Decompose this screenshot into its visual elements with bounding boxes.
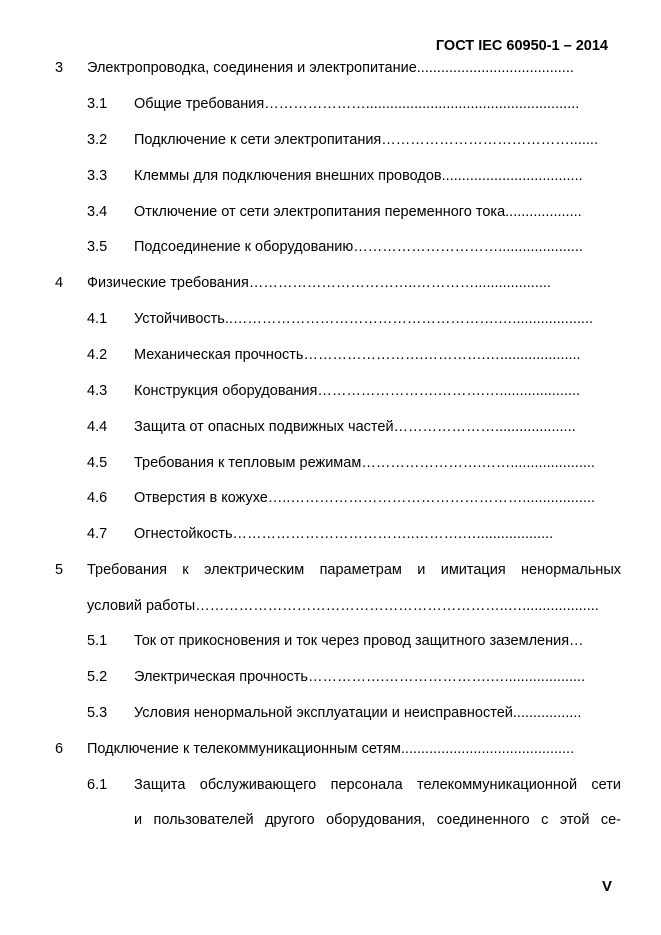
- toc-entry-title: Электропроводка, соединения и электропитание.......................................: [87, 60, 574, 76]
- page-number: V: [601, 878, 612, 895]
- toc-entry-title: Отверстия в кожухе…..…………………………………………..................: [134, 490, 595, 506]
- toc-entry-number: 5.1: [87, 633, 108, 649]
- toc-entry-title: Механическая прочность…………………….………….…....................: [134, 347, 581, 363]
- toc-entry-title: Защита от опасных подвижных частей…………………....................: [134, 419, 576, 435]
- toc-entry-number: 4.7: [87, 526, 108, 542]
- toc-entry-number: 4: [55, 275, 64, 291]
- toc-entry-title: условий работы………………………………………………………..…...................: [87, 598, 599, 614]
- toc-entry-number: 5.3: [87, 705, 108, 721]
- toc-entry-number: 4.2: [87, 347, 108, 363]
- toc-entry-number: 4.3: [87, 383, 108, 399]
- toc-entry-title: Отключение от сети электропитания переменного тока...................: [134, 204, 582, 220]
- toc-entry-number: 6: [55, 741, 64, 757]
- toc-entry-number: 6.1: [87, 777, 108, 793]
- toc-entry-number: 4.5: [87, 455, 108, 471]
- toc-entry-title: Требования к тепловым режимам…………………….…….....................: [134, 455, 595, 471]
- toc-entry-title: Подключение к телекоммуникационным сетям...........................................: [87, 741, 575, 757]
- toc-entry-title: Огнестойкость………………………………..……….…...................: [134, 526, 554, 542]
- document-header: ГОСТ IEC 60950-1 – 2014: [435, 38, 608, 54]
- toc-entry-title: Ток от прикосновения и ток через провод защитного заземления…: [134, 633, 584, 649]
- toc-entry-number: 3: [55, 60, 64, 76]
- toc-entry-number: 3.2: [87, 132, 108, 148]
- toc-entry-number: 5: [55, 562, 64, 578]
- toc-entry-title: Защита обслуживающего персонала телекоммуникационной сети: [134, 777, 621, 793]
- toc-entry-title: Общие требования………………….....................................................: [134, 96, 580, 112]
- toc-entry-number: 4.6: [87, 490, 108, 506]
- toc-entry-title: Конструкция оборудования…………………….……….…....................: [134, 383, 581, 399]
- toc-entry-number: 3.1: [87, 96, 108, 112]
- toc-entry-title: Подключение к сети электропитания………………………………….......: [134, 132, 598, 148]
- toc-entry-title: Электрическая прочность…………….………………….…....................: [134, 669, 586, 685]
- toc-entry-title: Устойчивость..……………………………………………….…....................: [134, 311, 593, 327]
- toc-entry-number: 5.2: [87, 669, 108, 685]
- toc-entry-number: 3.5: [87, 239, 108, 255]
- toc-entry-title: Физические требования……………………………..…………...................: [87, 275, 551, 291]
- toc-entry-title: Условия ненормальной эксплуатации и неисправностей.................: [134, 705, 582, 721]
- toc-entry-number: 3.3: [87, 168, 108, 184]
- toc-entry-number: 3.4: [87, 204, 108, 220]
- toc-entry-number: 4.1: [87, 311, 108, 327]
- toc-entry-title: Требования к электрическим параметрам и имитация ненормальных: [87, 562, 621, 578]
- toc-entry-number: 4.4: [87, 419, 108, 435]
- toc-entry-title: и пользователей другого оборудования, соединенного с этой се-: [134, 812, 621, 828]
- toc-entry-title: Подсоединение к оборудованию………………………….....................: [134, 239, 583, 255]
- toc-entry-title: Клеммы для подключения внешних проводов...................................: [134, 168, 583, 184]
